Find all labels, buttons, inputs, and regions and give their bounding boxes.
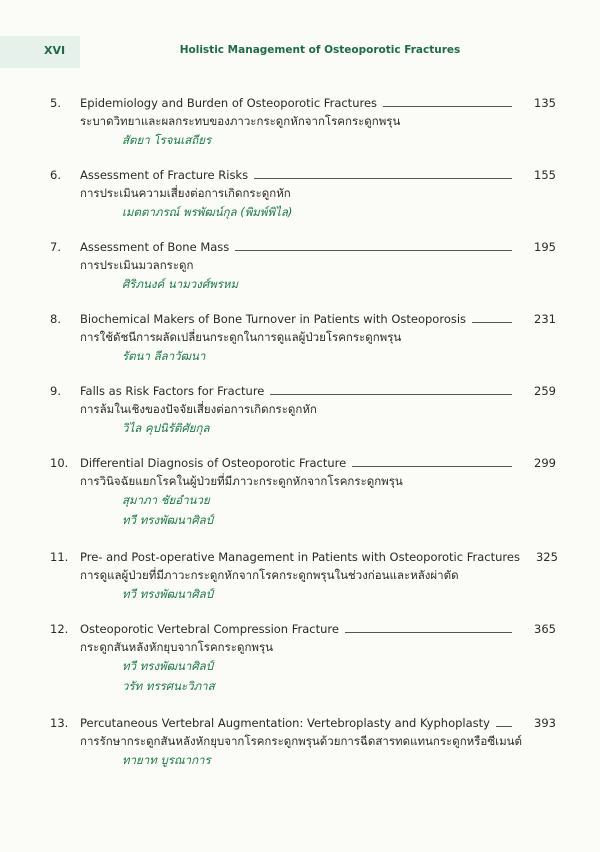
dot-leader bbox=[383, 105, 512, 107]
chapter-title-th: ระบาดวิทยาและผลกระทบของภาวะกระดูกหักจากโรคกระดูกพรุน bbox=[80, 114, 401, 128]
chapter-title-th: การล้มในเชิงของปัจจัยเสี่ยงต่อการเกิดกระดูกหัก bbox=[80, 402, 317, 416]
dot-leader bbox=[496, 725, 512, 727]
chapter-author: วิไล คุปนิรัติศัยกุล bbox=[122, 421, 210, 435]
chapter-page[interactable]: 299 bbox=[534, 456, 556, 470]
chapter-title-th: กระดูกสันหลังหักยุบจากโรคกระดูกพรุน bbox=[80, 640, 274, 654]
chapter-author: สัตยา โรจนเสถียร bbox=[122, 133, 212, 147]
chapter-title-en[interactable]: Biochemical Makers of Bone Turnover in Patients with Osteoporosis bbox=[80, 312, 467, 326]
dot-leader bbox=[254, 177, 512, 179]
chapter-page[interactable]: 135 bbox=[534, 96, 556, 110]
toc-entry bbox=[0, 240, 600, 312]
toc-entry bbox=[0, 168, 600, 240]
chapter-page[interactable]: 231 bbox=[534, 312, 556, 326]
chapter-author: ทวี ทรงพัฒนาศิลป์ bbox=[122, 513, 214, 527]
table-of-contents bbox=[0, 96, 600, 788]
chapter-author: ทายาท บูรณาการ bbox=[122, 753, 211, 767]
toc-entry bbox=[0, 312, 600, 384]
chapter-author: สุมาภา ชัยอำนวย bbox=[122, 493, 210, 507]
chapter-number: 11. bbox=[50, 550, 69, 564]
chapter-number: 7. bbox=[50, 240, 61, 254]
chapter-title-en[interactable]: Falls as Risk Factors for Fracture bbox=[80, 384, 265, 398]
chapter-page[interactable]: 365 bbox=[534, 622, 556, 636]
book-title: Holistic Management of Osteoporotic Fractures bbox=[179, 44, 461, 56]
chapter-author: เมตตาภรณ์ พรพัฒน์กุล (พิมพ์พิไล) bbox=[122, 205, 293, 219]
chapter-page[interactable]: 195 bbox=[534, 240, 556, 254]
chapter-title-en[interactable]: Pre- and Post-operative Management in Patients with Osteoporotic Fractures bbox=[80, 550, 520, 564]
chapter-number: 9. bbox=[50, 384, 61, 398]
toc-entry bbox=[0, 716, 600, 788]
chapter-title-en[interactable]: Differential Diagnosis of Osteoporotic Fracture bbox=[80, 456, 347, 470]
chapter-number: 10. bbox=[50, 456, 69, 470]
chapter-number: 5. bbox=[50, 96, 61, 110]
chapter-title-en[interactable]: Osteoporotic Vertebral Compression Fracture bbox=[80, 622, 339, 636]
chapter-author: รัตนา ลีลาวัฒนา bbox=[122, 349, 206, 363]
toc-entry bbox=[0, 96, 600, 168]
toc-entry bbox=[0, 384, 600, 456]
chapter-title-th: การรักษากระดูกสันหลังหักยุบจากโรคกระดูกพรุนด้วยการฉีดสารทดแทนกระดูกหรือซีเมนต์ bbox=[80, 734, 522, 748]
dot-leader bbox=[270, 393, 512, 395]
toc-entry bbox=[0, 550, 600, 622]
chapter-number: 13. bbox=[50, 716, 69, 730]
chapter-title-en[interactable]: Assessment of Bone Mass bbox=[80, 240, 230, 254]
chapter-title-th: การใช้ดัชนีการผลัดเปลี่ยนกระดูกในการดูแลผู้ป่วยโรคกระดูกพรุน bbox=[80, 330, 402, 344]
chapter-title-th: การดูแลผู้ป่วยที่มีภาวะกระดูกหักจากโรคกระดูกพรุนในช่วงก่อนและหลังผ่าตัด bbox=[80, 568, 459, 582]
chapter-title-en[interactable]: Percutaneous Vertebral Augmentation: Vertebroplasty and Kyphoplasty bbox=[80, 716, 490, 730]
chapter-author: ทวี ทรงพัฒนาศิลป์ bbox=[122, 587, 214, 601]
chapter-author: ทวี ทรงพัฒนาศิลป์ bbox=[122, 659, 214, 673]
toc-entry bbox=[0, 456, 600, 550]
page-number: XVI bbox=[44, 44, 66, 57]
dot-leader bbox=[345, 631, 512, 633]
toc-entry bbox=[0, 622, 600, 716]
chapter-page[interactable]: 155 bbox=[534, 168, 556, 182]
chapter-title-en[interactable]: Epidemiology and Burden of Osteoporotic Fractures bbox=[80, 96, 378, 110]
chapter-page[interactable]: 259 bbox=[534, 384, 556, 398]
chapter-number: 8. bbox=[50, 312, 61, 326]
chapter-title-th: การประเมินความเสี่ยงต่อการเกิดกระดูกหัก bbox=[80, 186, 291, 200]
chapter-author: วรัท ทรรศนะวิภาส bbox=[122, 679, 215, 693]
dot-leader bbox=[472, 321, 512, 323]
chapter-page[interactable]: 393 bbox=[534, 716, 556, 730]
chapter-number: 6. bbox=[50, 168, 61, 182]
chapter-title-th: การประเมินมวลกระดูก bbox=[80, 258, 194, 272]
dot-leader bbox=[235, 249, 512, 251]
chapter-number: 12. bbox=[50, 622, 69, 636]
chapter-title-en[interactable]: Assessment of Fracture Risks bbox=[80, 168, 249, 182]
dot-leader bbox=[352, 465, 512, 467]
chapter-title-th: การวินิจฉัยแยกโรคในผู้ป่วยที่มีภาวะกระดูกหักจากโรคกระดูกพรุน bbox=[80, 474, 403, 488]
chapter-author: ศิริภนงค์ นามวงศ์พรหม bbox=[122, 277, 239, 291]
chapter-page[interactable]: 325 bbox=[535, 550, 558, 564]
